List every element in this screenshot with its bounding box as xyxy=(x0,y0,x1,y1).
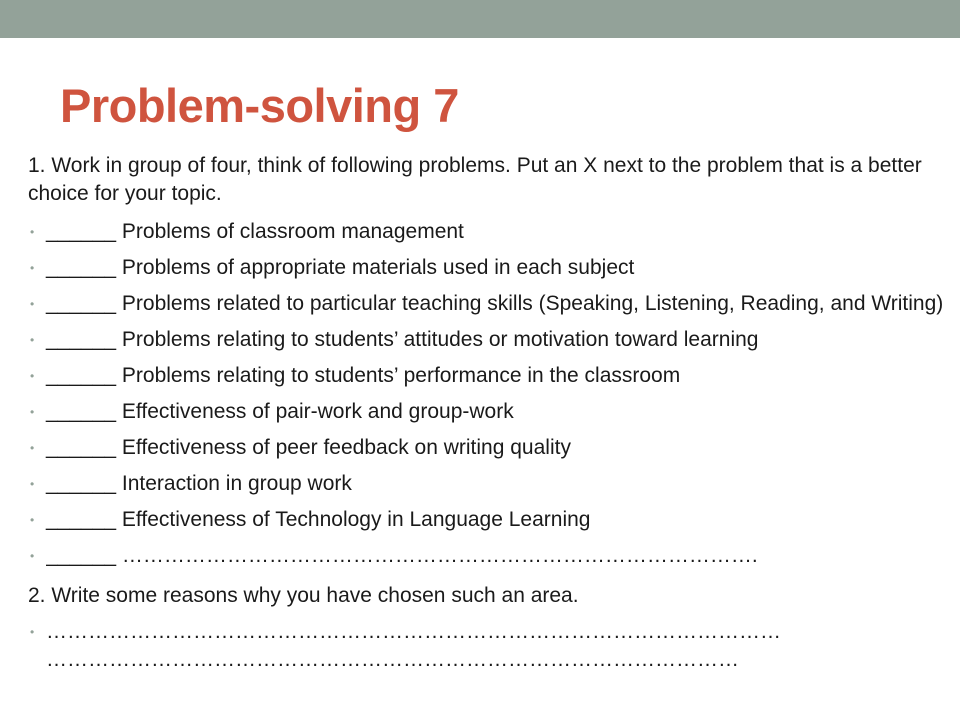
slide-body xyxy=(28,152,948,674)
list-item: • ______ Problems relating to students’ attitudes or motivation toward learning xyxy=(28,326,948,354)
bullet-icon: • xyxy=(30,405,35,419)
list-item: • ______ Problems of classroom management xyxy=(28,218,948,246)
question-1: 1. Work in group of four, think of following problems. Put an X next to the problem that is a better choice for your topic. xyxy=(28,154,922,205)
question-2: 2. Write some reasons why you have chosen such an area. xyxy=(28,584,579,607)
bullet-icon: • xyxy=(30,369,35,383)
list-item: • ______ Effectiveness of peer feedback on writing quality xyxy=(28,434,948,462)
list-item: • ______ Interaction in group work xyxy=(28,470,948,498)
bullet-icon: • xyxy=(30,261,35,275)
bullet-icon: • xyxy=(30,549,35,563)
problem-list xyxy=(28,218,948,570)
list-item: • ______ Effectiveness of pair-work and group-work xyxy=(28,398,948,426)
answer-line-item: • …………………………………………………………………………………………… ……………………………………………………………………………………… xyxy=(30,620,781,671)
slide-title: Problem-solving 7 xyxy=(60,79,459,132)
bullet-icon: • xyxy=(30,333,35,347)
list-item: • ______ Effectiveness of Technology in Language Learning xyxy=(28,506,948,534)
list-item: • ______ Problems relating to students’ performance in the classroom xyxy=(28,362,948,390)
answer-lines xyxy=(28,618,948,674)
list-item: • ______ ………………………………………………………………………………. xyxy=(28,542,948,570)
list-item: • ______ Problems related to particular teaching skills (Speaking, Listening, Reading, and Writing) xyxy=(28,290,948,318)
bullet-icon: • xyxy=(30,625,35,639)
top-accent-bar xyxy=(0,0,960,38)
bullet-icon: • xyxy=(30,477,35,491)
bullet-icon: • xyxy=(30,441,35,455)
bullet-icon: • xyxy=(30,513,35,527)
bullet-icon: • xyxy=(30,297,35,311)
bullet-icon: • xyxy=(30,225,35,239)
list-item: • ______ Problems of appropriate materials used in each subject xyxy=(28,254,948,282)
